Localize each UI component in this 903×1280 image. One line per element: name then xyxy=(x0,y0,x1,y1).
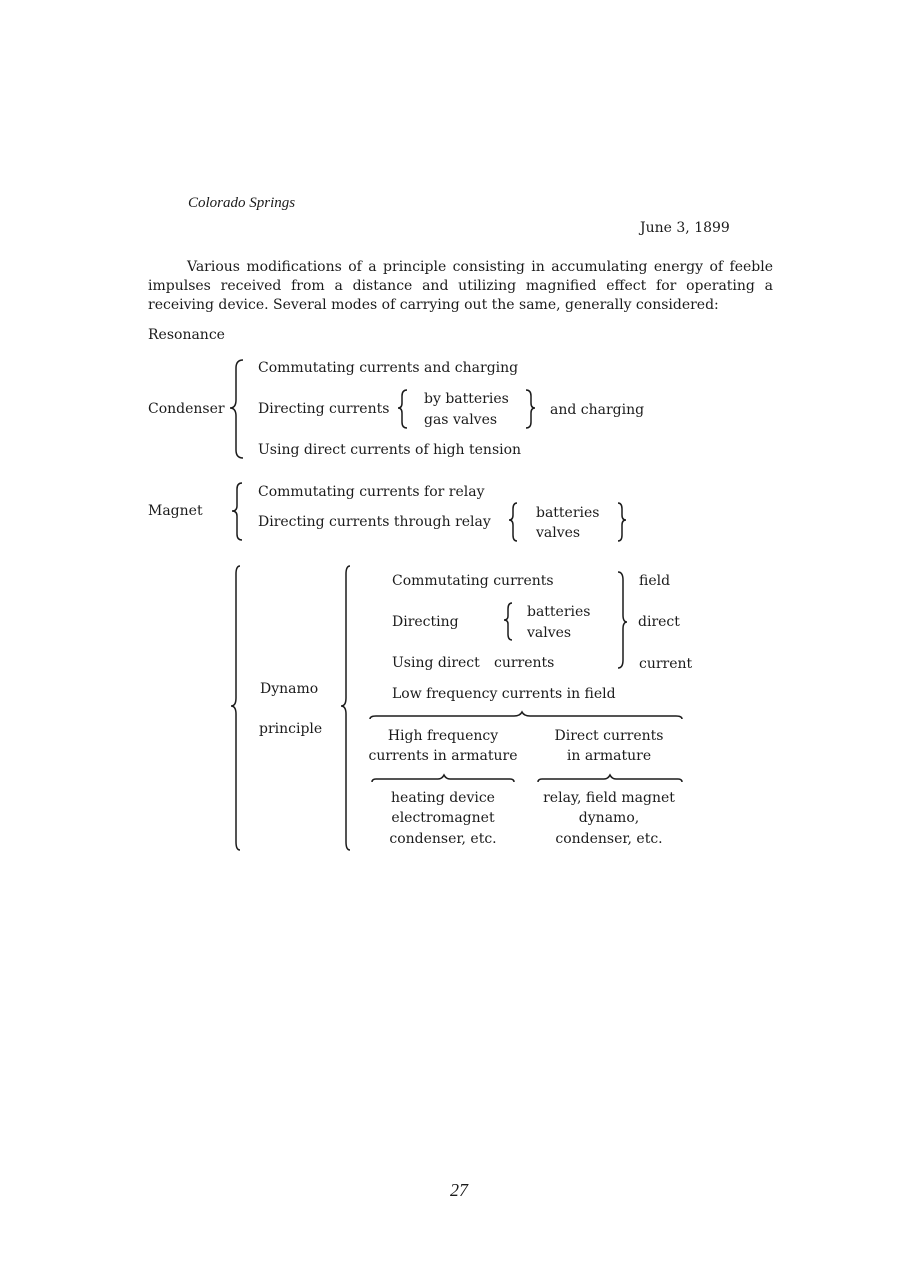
dynamo-dc-line1: Direct currents xyxy=(554,728,664,744)
magnet-directing: Directing currents through relay xyxy=(258,514,491,530)
place-heading: Colorado Springs xyxy=(188,195,296,211)
condenser-using-direct: Using direct currents of high tension xyxy=(258,442,522,458)
dynamo-dc-item: relay, field magnet xyxy=(543,790,675,806)
dynamo-hf-item: heating device xyxy=(391,790,495,806)
magnet-left-brace xyxy=(232,483,242,540)
condenser-left-brace xyxy=(230,360,243,458)
condenser-and-charging: and charging xyxy=(550,402,645,418)
section-label-resonance: Resonance xyxy=(148,327,225,343)
dynamo-second-left-brace xyxy=(341,566,350,850)
magnet-inner-left-brace xyxy=(509,503,517,541)
dynamo-hf-line1: High frequency xyxy=(387,728,499,744)
dynamo-top-overbrace xyxy=(370,712,682,719)
dynamo-label-line2: principle xyxy=(259,721,323,737)
dynamo-dc-line2: in armature xyxy=(566,748,652,764)
dynamo-using-direct: Using direct xyxy=(392,655,480,671)
condenser-by-batteries: by batteries xyxy=(424,391,509,407)
dynamo-dc-item: condenser, etc. xyxy=(555,831,663,847)
page-number: 27 xyxy=(450,1180,468,1200)
dynamo-dc-item: dynamo, xyxy=(578,810,640,826)
dynamo-directing: Directing xyxy=(392,614,459,630)
dynamo-commutating: Commutating currents xyxy=(392,573,554,589)
condenser-gas-valves: gas valves xyxy=(424,412,498,428)
dynamo-label-line1: Dynamo xyxy=(260,681,319,697)
condenser-commutating: Commutating currents and charging xyxy=(258,360,519,376)
condenser-inner-left-brace xyxy=(398,390,407,428)
dynamo-direct: direct xyxy=(638,614,680,630)
magnet-commutating: Commutating currents for relay xyxy=(258,484,485,500)
dynamo-low-frequency: Low frequency currents in field xyxy=(392,686,616,702)
dynamo-directing-left-brace xyxy=(504,603,512,640)
condenser-label: Condenser xyxy=(148,401,225,417)
magnet-label: Magnet xyxy=(148,503,203,519)
magnet-batteries: batteries xyxy=(536,505,600,521)
dynamo-hf-item: condenser, etc. xyxy=(389,831,497,847)
dynamo-batteries: batteries xyxy=(527,604,591,620)
dynamo-valves: valves xyxy=(527,625,572,641)
dynamo-current: current xyxy=(639,656,693,672)
dynamo-outer-left-brace xyxy=(231,566,240,850)
dynamo-currents: currents xyxy=(494,655,555,671)
dynamo-hf-item: electromagnet xyxy=(391,810,495,826)
condenser-inner-right-brace xyxy=(526,390,535,428)
dynamo-field: field xyxy=(639,573,671,589)
magnet-inner-right-brace xyxy=(618,503,626,541)
magnet-valves: valves xyxy=(536,525,581,541)
intro-paragraph: Various modifications of a principle consisting in accumulating energy of feeble impulses received from a distance and utilizing magnified effect for operating a receiving device. Several modes of carrying out the same, generally considered: xyxy=(148,259,773,313)
dynamo-hf-line2: currents in armature xyxy=(368,748,518,764)
dynamo-right-brace xyxy=(618,572,627,668)
dc-items-overbrace xyxy=(538,775,682,782)
condenser-directing: Directing currents xyxy=(258,401,390,417)
hf-items-overbrace xyxy=(372,775,514,782)
date-line: June 3, 1899 xyxy=(640,220,730,236)
